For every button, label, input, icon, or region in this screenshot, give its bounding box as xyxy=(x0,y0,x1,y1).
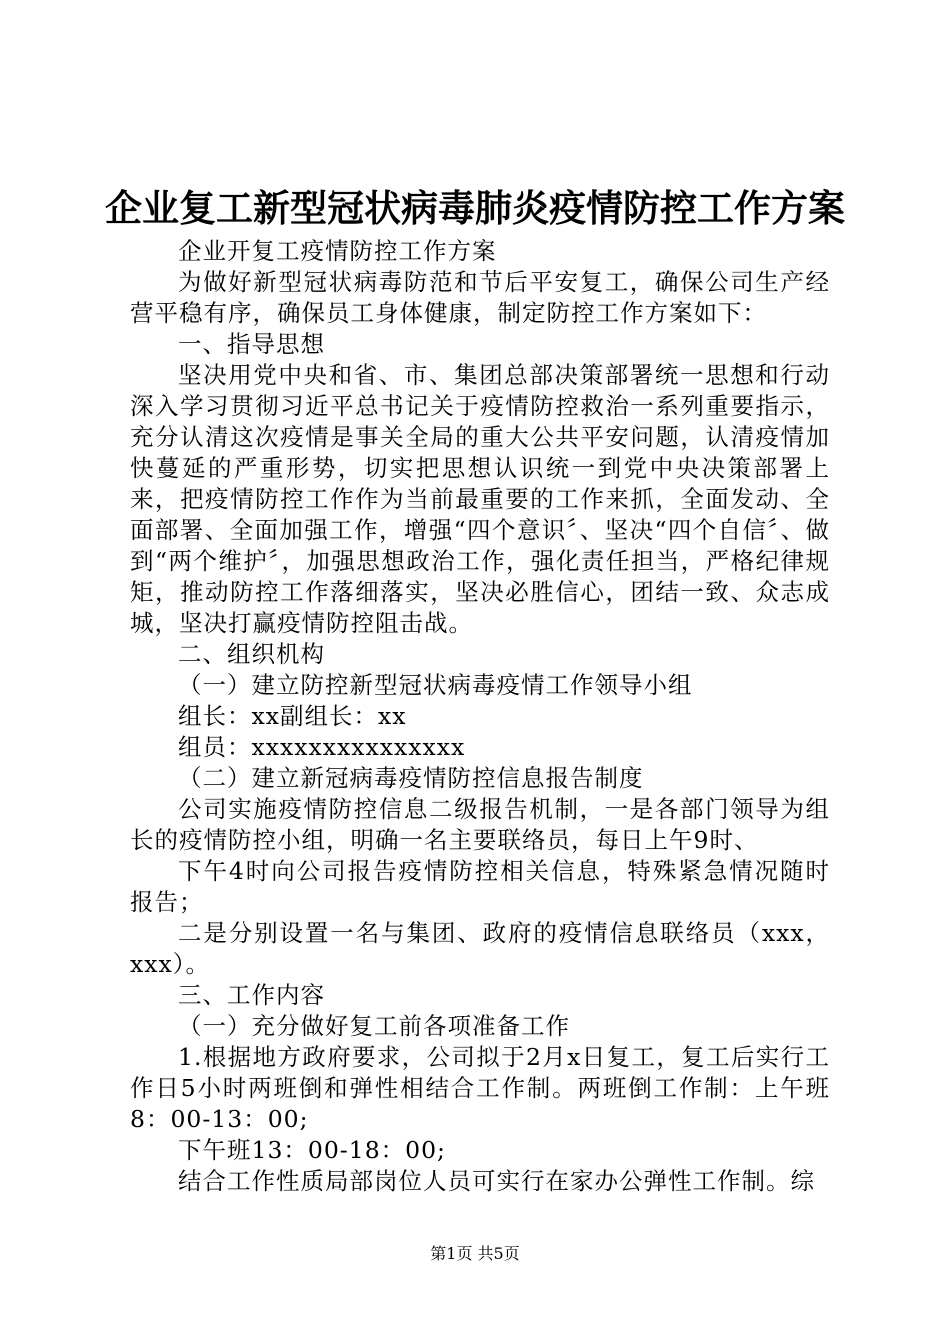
paragraph: 为做好新型冠状病毒防范和节后平安复工，确保公司生产经营平稳有序，确保员工身体健康，制定防控工作方案如下： xyxy=(130,268,830,327)
paragraph: 下午班13：00-18：00; xyxy=(178,1136,446,1164)
subsection-heading: （一）建立防控新型冠状病毒疫情工作领导小组 xyxy=(178,671,693,699)
paragraph: 企业开复工疫情防控工作方案 xyxy=(178,237,497,265)
paragraph: 坚决用党中央和省、市、集团总部决策部署统一思想和行动深入学习贯彻习近平总书记关于疫情防控救治一系列重要指示，充分认清这次疫情是事关全局的重大公共平安问题，认清疫情加快蔓延的严重形势，切实把思想认识统一到党中央决策部署上来，把疫情防控工作作为当前最重要的工作来抓，全面发动、全面部署、全面加强工作，增强“四个意识〞、坚决“四个自信〞、做到“两个维护〞，加强思想政治工作，强化责任担当，严格纪律规矩，推动防控工作落细落实，坚决必胜信心，团结一致、众志成城，坚决打赢疫情防控阻击战。 xyxy=(130,361,830,637)
paragraph: 组员：xxxxxxxxxxxxxxx xyxy=(178,733,466,761)
paragraph: 下午4时向公司报告疫情防控相关信息，特殊紧急情况随时报告； xyxy=(130,857,830,916)
paragraph: 组长：xx副组长：xx xyxy=(178,702,407,730)
document-body xyxy=(130,236,830,1197)
section-heading: 一、指导思想 xyxy=(178,330,325,358)
subsection-heading: （一）充分做好复工前各项准备工作 xyxy=(178,1012,570,1040)
paragraph: 公司实施疫情防控信息二级报告机制，一是各部门领导为组长的疫情防控小组，明确一名主要联络员，每日上午9时、 xyxy=(130,795,830,854)
subsection-heading: （二）建立新冠病毒疫情防控信息报告制度 xyxy=(178,764,644,792)
paragraph: 结合工作性质局部岗位人员可实行在家办公弹性工作制。综 xyxy=(178,1167,815,1195)
paragraph: 1.根据地方政府要求，公司拟于2月x日复工，复工后实行工作日5小时两班倒和弹性相结合工作制。两班倒工作制：上午班8：00-13：00; xyxy=(130,1043,830,1133)
document-title: 企业复工新型冠状病毒肺炎疫情防控工作方案 xyxy=(105,187,845,230)
section-heading: 三、工作内容 xyxy=(178,981,325,1009)
section-heading: 二、组织机构 xyxy=(178,640,325,668)
page-number-footer: 第1页 共5页 xyxy=(430,1244,520,1263)
paragraph: 二是分别设置一名与集团、政府的疫情信息联络员（xxx，xxx）。 xyxy=(130,919,830,978)
